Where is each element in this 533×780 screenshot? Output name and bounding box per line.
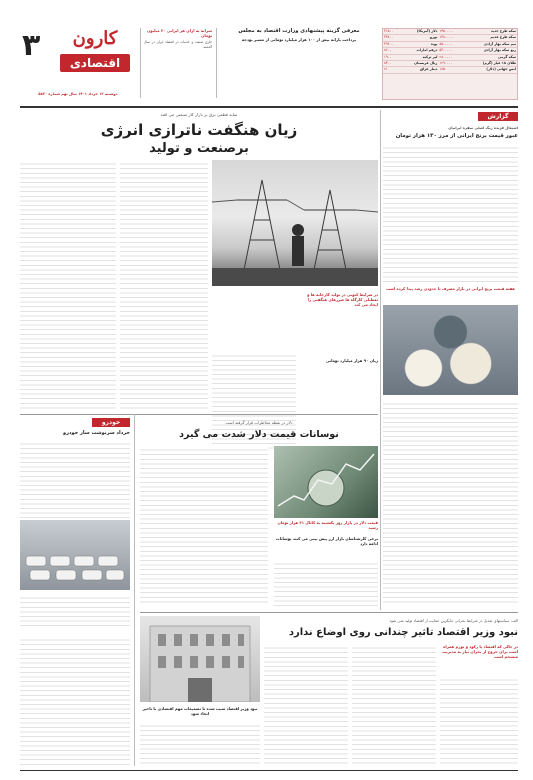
market-row xyxy=(383,67,517,73)
building-drawing xyxy=(140,616,260,702)
energy-headline-line2: برصنعت و تولید xyxy=(149,141,249,156)
market-label-2: یورو xyxy=(400,35,438,41)
market-value: ۱۴۵۰۰۰۰۰ xyxy=(438,29,463,35)
market-label: سکه گرمی xyxy=(464,54,517,60)
car-rows-drawing xyxy=(20,520,130,590)
minister-lead-text: در حالی که اقتصاد با رکود و تورم همراه است برای خروج از بحران نیاز به مدیریت منسجم است xyxy=(442,644,518,659)
market-label-2: درهم امارات xyxy=(400,48,438,54)
dollar-quote-1: قیمت دلار در بازار روز یکشنبه به کانال ۳۱ هزار تومان رسید xyxy=(277,520,378,530)
market-label-2: دینار عراق xyxy=(400,67,438,73)
market-value-2: ۱۹۰۰ xyxy=(383,54,400,60)
market-value-2: ۸۶۰۰ xyxy=(383,48,400,54)
minister-body-mid xyxy=(352,644,436,766)
market-value: ۱۸۵۰ xyxy=(438,67,463,73)
dollar-body xyxy=(140,446,268,606)
market-table xyxy=(382,28,518,100)
report-kicker: اشتغال فزنده رنگ اصلی سفره ایرانیان xyxy=(448,126,518,130)
dollar-headline: نوسانات قیمت دلار شدت می گیرد xyxy=(179,429,339,440)
energy-pullquote: در شرایط کنونی در تولید کارخانه ها و تعطیلی کارگاه ها ضررهای هنگفتی را ایجاد می کند xyxy=(307,292,378,307)
energy-headline-line1: زیان هنگفت ناترازی انرژی xyxy=(100,121,298,139)
energy-body-left xyxy=(20,160,116,410)
logo-top: کارون xyxy=(72,28,118,49)
car-headline: خرداد سرنوشت ساز خودرو xyxy=(63,430,130,436)
report-quote: هفته قیمت برنج ایرانی در بازار مصرف تا حدودی رشد پیدا کرده است xyxy=(386,285,515,291)
market-label: ربع سکه بهار آزادی xyxy=(464,48,517,54)
market-value-2: ۲۱ xyxy=(383,67,400,73)
report-box xyxy=(383,112,518,300)
dollar-chart-drawing xyxy=(274,446,378,518)
car-tag: خودرو xyxy=(92,418,130,427)
masthead-intro-bold: سرانه به ازای هر ایرانی ۲۰ میلیون تومان xyxy=(147,28,212,38)
dollar-body-right xyxy=(274,560,378,606)
rice-market-photo xyxy=(383,305,518,395)
minister-kicker: الف: سیاستهای تعدیل در شرایط بحرانی جایگزین حمایت از اقتصاد تولید نمی شود xyxy=(389,618,518,623)
car-body xyxy=(20,440,130,520)
report-body-lower xyxy=(383,400,518,606)
market-rates-table xyxy=(383,29,517,74)
logo xyxy=(60,28,130,88)
market-value: ۱۳۸۰۰۰۰۰ xyxy=(438,35,463,41)
market-label-2: پوند xyxy=(400,41,438,47)
energy-headline xyxy=(20,120,378,158)
ministry-building-photo xyxy=(140,616,260,702)
market-value-2: ۳۱۵۰۰ xyxy=(383,29,400,35)
center-top-sub: پرداخت یارانه بیش از ۱۰۰ هزار میلیارد تومانی از مسیر بودجه xyxy=(241,37,357,42)
energy-subhead: زیان ۹۰ هزار میلیارد تومانی xyxy=(325,358,378,363)
market-value: ۸۵۰۰۰۰۰ xyxy=(438,41,463,47)
minister-body-left xyxy=(264,644,348,766)
dollar-kicker: دلار در نقطه مخاطرات قرار گرفته است xyxy=(225,420,293,425)
minister-lead xyxy=(440,644,518,659)
minister-body-under-photo xyxy=(140,722,260,766)
dollar-quote-2: برخی کارشناسان بازار ارز پیش بینی می کنند نوسانات ادامه دارد xyxy=(275,536,378,546)
masthead-intro-text: جاری صنعت و خدمات در اقتصاد ایران در سال گذشته xyxy=(144,40,212,49)
dollar-bill-photo xyxy=(274,446,378,518)
market-label-2: لیر ترکیه xyxy=(400,54,438,60)
power-line-photo xyxy=(212,160,378,286)
energy-body-right xyxy=(212,292,378,392)
market-label: انس جهانی (دلار) xyxy=(464,67,517,73)
market-label: نیم سکه بهار آزادی xyxy=(464,41,517,47)
market-label-2: ریال عربستان xyxy=(400,61,438,67)
car-body-lower xyxy=(20,594,130,630)
market-label-2: دلار (آمریکا) xyxy=(400,29,438,35)
page-number: ۳ xyxy=(22,28,41,63)
dollar-quotes xyxy=(274,520,378,546)
market-value: ۲۸۰۰۰۰۰ xyxy=(438,54,463,60)
center-top-headline: معرفی گزینه پیشنهادی وزارت اقتصاد به مجلس xyxy=(238,28,360,34)
car-factory-photo xyxy=(20,520,130,590)
market-value: ۵۳۰۰۰۰۰ xyxy=(438,48,463,54)
market-label: طلای ۱۸ عیار (گرم) xyxy=(464,61,517,67)
power-tower-drawing xyxy=(212,160,378,286)
market-value-2: ۸۴۰۰ xyxy=(383,61,400,67)
report-headline: عبور قیمت برنج ایرانی از مرز ۱۳۰ هزار تومان xyxy=(395,133,518,139)
minister-pullquote xyxy=(140,706,260,716)
energy-body-mid xyxy=(120,160,208,410)
minister-headline: نبود وزیر اقتصاد تاثیر چندانی روی اوضاع ندارد xyxy=(288,627,518,638)
energy-kicker: سایه قطعی برق بر بازار کار صنعتی می افتد xyxy=(160,112,238,117)
minister-pullquote-text: نبود وزیر اقتصاد سبب شده تا تصمیمات مهم اقتصادی با تاخیر اتخاذ شود xyxy=(142,706,258,716)
minister-body-right xyxy=(440,676,518,766)
center-top-story xyxy=(220,28,378,100)
market-value-2: ۳۳۸۰۰ xyxy=(383,35,400,41)
masthead-intro xyxy=(144,28,212,100)
report-tag: گزارش xyxy=(478,112,518,121)
logo-bottom: اقتصادی xyxy=(60,54,130,72)
market-label: سکه طرح قدیم xyxy=(464,35,517,41)
bottom-left-body xyxy=(20,636,130,766)
issue-date: دوشنبه ۱۲ خرداد ۱۴۰۱ سال نهم شماره ۵۸۳۰ xyxy=(38,92,118,96)
market-value: ۱۲۹۰۰۰۰ xyxy=(438,61,463,67)
market-value-2: ۳۹۶۰۰ xyxy=(383,41,400,47)
market-label: سکه طرح جدید xyxy=(464,29,517,35)
